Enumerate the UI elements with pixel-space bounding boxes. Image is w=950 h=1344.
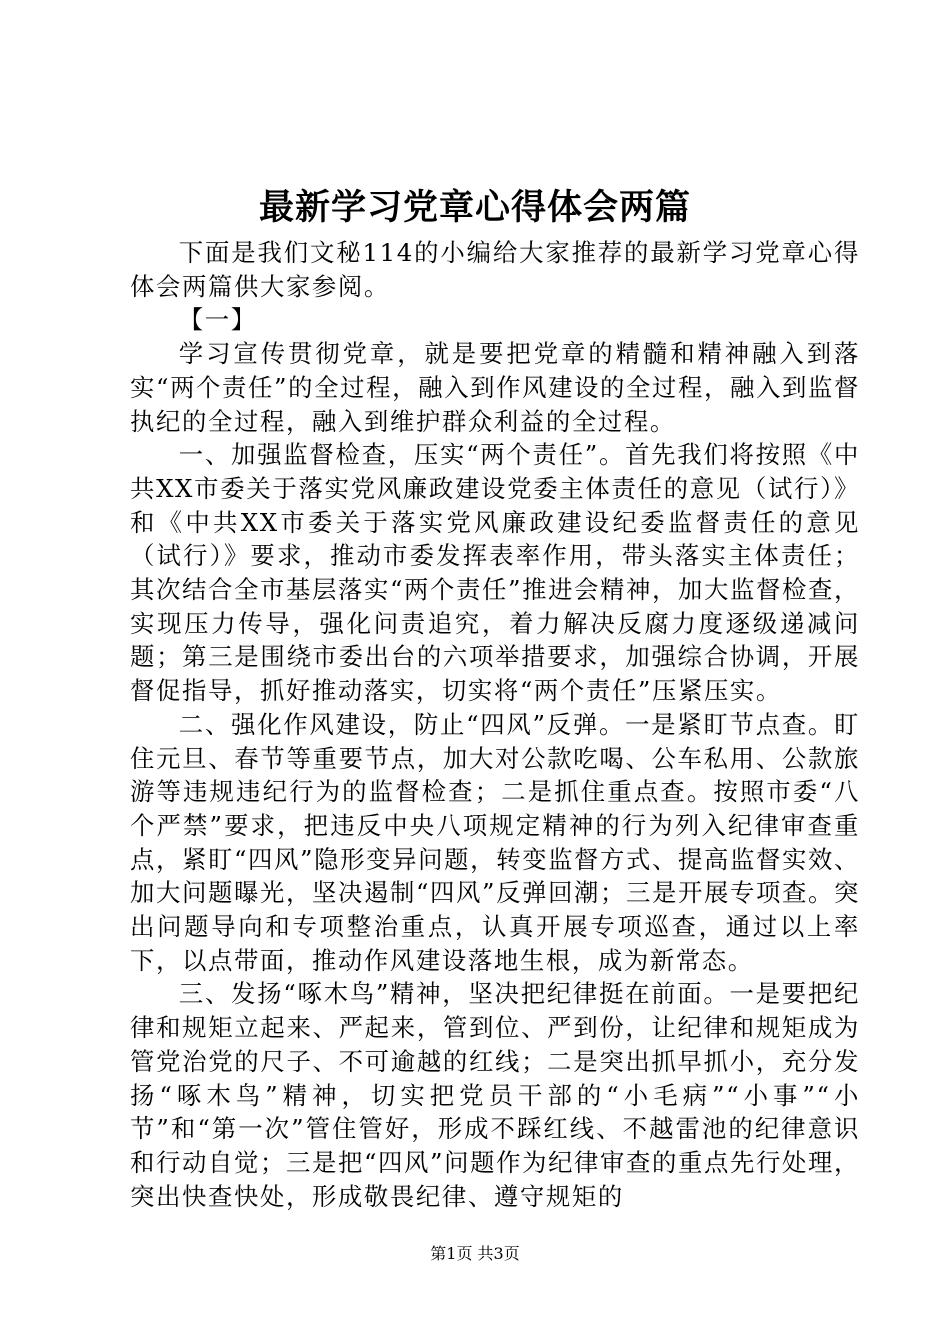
section-marker: 【一】 <box>178 305 257 335</box>
page-footer: 第1页 共3页 <box>430 1244 520 1263</box>
body-paragraph: 三、发扬“啄木鸟”精神，坚决把纪律挺在前面。一是要把纪律和规矩立起来、严起来，管到位、严到份，让纪律和规矩成为管党治党的尺子、不可逾越的红线；二是突出抓早抓小，充分发扬“啄木鸟”精神，切实把党员干部的“小毛病”“小事”“小节”和“第一次”管住管好，形成不踩红线、不越雷池的纪律意识和行动自觉；三是把“四风”问题作为纪律审查的重点先行处理，突出快查快处，形成敬畏纪律、遵守规矩的 <box>130 979 860 1211</box>
body-paragraph: 二、强化作风建设，防止“四风”反弹。一是紧盯节点查。盯住元旦、春节等重要节点，加大对公款吃喝、公车私用、公款旅游等违规违纪行为的监督检查；二是抓住重点查。按照市委“八个严禁”要求，把违反中央八项规定精神的行为列入纪律审查重点，紧盯“四风”隐形变异问题，转变监督方式、提高监督实效、加大问题曝光，坚决遏制“四风”反弹回潮；三是开展专项查。突出问题导向和专项整治重点，认真开展专项巡查，通过以上率下，以点带面，推动作风建设落地生根，成为新常态。 <box>130 709 860 975</box>
document-body <box>130 236 860 1213</box>
intro-paragraph: 下面是我们文秘114的小编给大家推荐的最新学习党章心得体会两篇供大家参阅。 <box>130 238 860 301</box>
body-paragraph: 学习宣传贯彻党章，就是要把党章的精髓和精神融入到落实“两个责任”的全过程，融入到作风建设的全过程，融入到监督执纪的全过程，融入到维护群众利益的全过程。 <box>130 339 860 436</box>
document-title: 最新学习党章心得体会两篇 <box>258 187 691 228</box>
body-paragraph: 一、加强监督检查，压实“两个责任”。首先我们将按照《中共XX市委关于落实党风廉政建设党委主体责任的意见（试行）》和《中共XX市委关于落实党风廉政建设纪委监督责任的意见（试行）》要求，推动市委发挥表率作用，带头落实主体责任；其次结合全市基层落实“两个责任”推进会精神，加大监督检查，实现压力传导，强化问责追究，着力解决反腐力度逐级递减问题；第三是围绕市委出台的六项举措要求，加强综合协调，开展督促指导，抓好推动落实，切实将“两个责任”压紧压实。 <box>130 440 860 706</box>
